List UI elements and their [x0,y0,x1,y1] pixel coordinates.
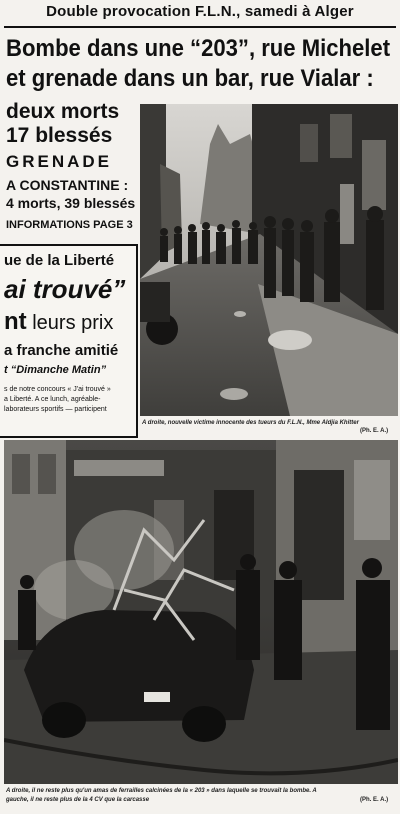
box-line-4: a franche amitié [4,342,119,359]
box-small-2: a Liberté. A ce lunch, agréable- [4,396,101,403]
liberte-article-box [0,244,138,438]
box-line-3 [4,308,113,336]
kicker: Double provocation F.L.N., samedi à Alger [46,3,354,20]
deck-constantine-toll: 4 morts, 39 blessés [6,195,136,211]
box-small-3: laborateurs sportifs — participent [4,406,107,413]
deck-constantine: A CONSTANTINE : [6,177,129,193]
deck-informations: INFORMATIONS PAGE 3 [6,219,133,231]
photo2-caption-line-2: gauche, il ne reste plus de la 4 CV que la carcasse [6,797,150,803]
wrecked-car-photo [4,440,398,784]
deck-injured: 17 blessés [6,124,113,147]
headline [6,34,391,94]
box-line-5: t “Dimanche Matin” [4,364,107,376]
box-line-2: ai trouvé” [4,274,126,304]
photo2-caption-line-1: A droite, il ne reste plus qu'un amas de ferrailles calcinées de la « 203 » dans laquelle se trouvait la bombe. A [6,788,317,794]
headline-line-2: et grenade dans un bar, rue Vialar : [6,65,374,92]
box-line-3-bold: nt [4,308,27,335]
box-line-3-rest: leurs prix [32,312,114,334]
box-line-1: ue de la Liberté [4,252,115,269]
top-rule [4,26,396,28]
street-scene-photo [140,104,398,416]
wrecked-car-illustration [4,440,398,784]
box-small-1: s de notre concours « J'ai trouvé » [4,386,111,393]
photo1-caption: A droite, nouvelle victime innocente des tueurs du F.L.N., Mme Aldjia Khitter [142,420,359,426]
street-scene-illustration [140,104,398,416]
deck-grenade: GRENADE [6,152,113,171]
deck-deaths: deux morts [6,100,120,123]
photo2-credit: (Ph. E. A.) [360,797,389,803]
photo1-credit: (Ph. E. A.) [360,428,389,434]
headline-line-1: Bombe dans une “203”, rue Michelet [6,35,391,62]
